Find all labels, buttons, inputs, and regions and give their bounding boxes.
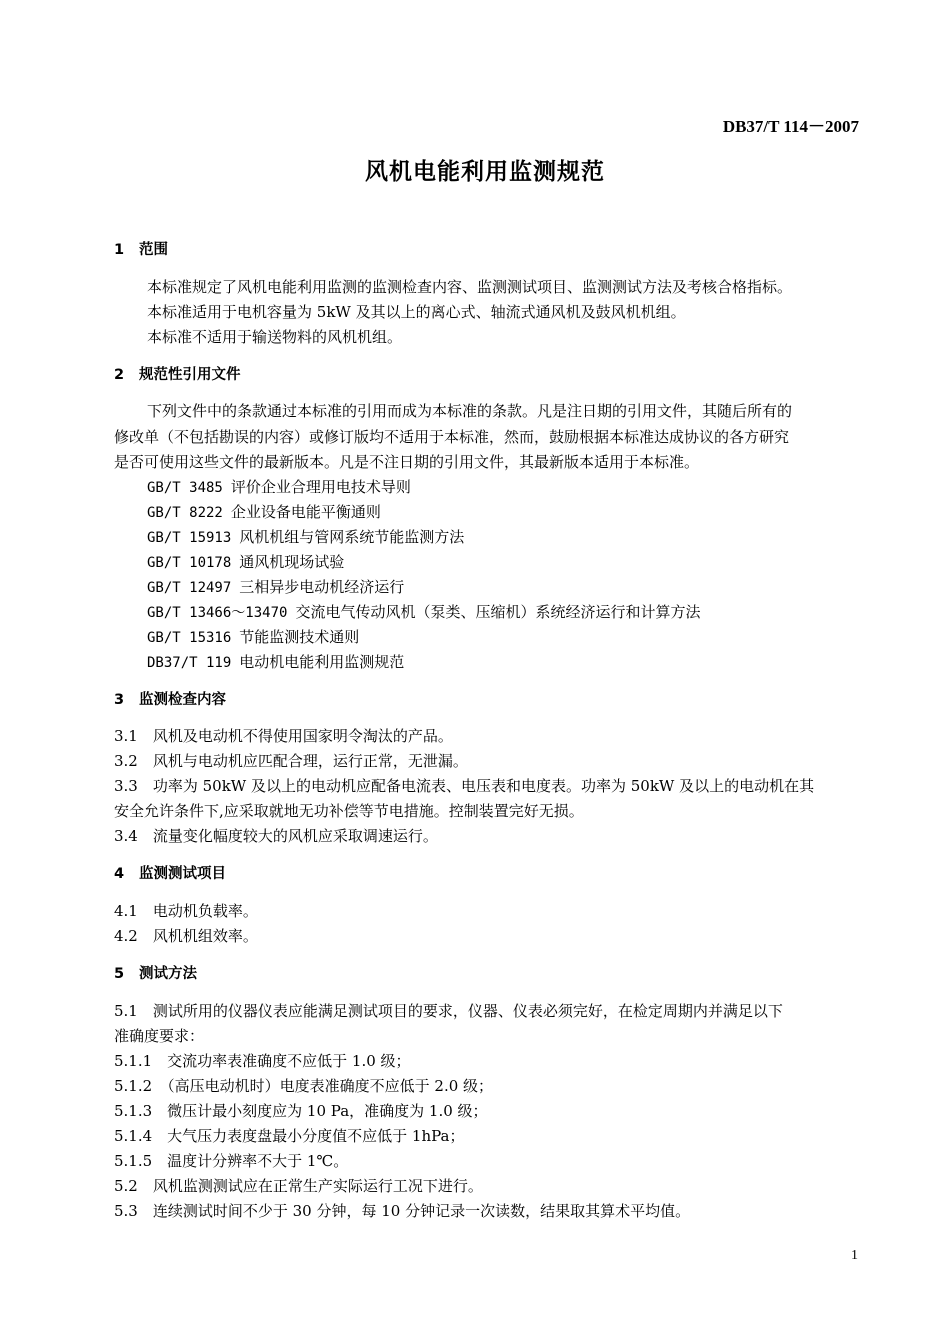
reference-item [147,527,464,548]
section-title: 范围 [139,242,168,258]
section-number: 4 [114,866,125,882]
section-number: 5 [114,966,125,982]
reference-title: 企业设备电能平衡通则 [230,503,381,521]
reference-code: GB/T 13466～13470 [147,605,288,621]
reference-title: 风机机组与管网系统节能监测方法 [239,528,465,546]
reference-item [147,577,404,598]
section-title: 测试方法 [139,966,197,982]
paragraph: 本标准不适用于输送物料的风机机组。 [147,328,403,346]
clause: 5.1 测试所用的仪器仪表应能满足测试项目的要求，仪器、仪表必须完好，在检定周期内并满足以下 [114,1002,783,1020]
reference-code: GB/T 8222 [147,505,223,521]
reference-item [147,502,381,523]
clause: 4.2 风机机组效率。 [114,927,258,945]
paragraph-line: 下列文件中的条款通过本标准的引用而成为本标准的条款。凡是注日期的引用文件，其随后所有的 [147,402,793,420]
paragraph-line: 修改单（不包括勘误的内容）或修订版均不适用于本标准，然而，鼓励根据本标准达成协议的各方研究 [114,428,790,446]
paragraph-line: 是否可使用这些文件的最新版本。凡是不注日期的引用文件，其最新版本适用于本标准。 [114,453,700,471]
reference-title: 节能监测技术通则 [239,628,360,646]
paragraph: 本标准规定了风机电能利用监测的监测检查内容、监测测试项目、监测测试方法及考核合格指标。 [147,278,793,296]
section-title: 监测测试项目 [139,866,226,882]
reference-title: 通风机现场试验 [239,553,345,571]
reference-item [147,602,700,623]
clause: 3.1 风机及电动机不得使用国家明令淘汰的产品。 [114,727,453,745]
clause: 5.1.2 （高压电动机时）电度表准确度不应低于 2.0 级； [114,1077,494,1095]
clause: 5.1.3 微压计最小刻度应为 10 Pa，准确度为 1.0 级； [114,1102,488,1120]
reference-title: 评价企业合理用电技术导则 [230,478,411,496]
reference-item [147,627,359,648]
clause: 准确度要求： [114,1027,205,1045]
paragraph: 本标准适用于电机容量为 5kW 及其以上的离心式、轴流式通风机及鼓风机机组。 [147,303,686,321]
clause: 安全允许条件下,应采取就地无功补偿等节电措施。控制装置完好无损。 [114,802,584,820]
clause: 4.1 电动机负载率。 [114,902,258,920]
section-4-heading [114,864,226,884]
page-number: 1 [851,1248,858,1263]
section-number: 3 [114,692,125,708]
reference-code: GB/T 3485 [147,480,223,496]
reference-code: GB/T 12497 [147,580,232,596]
section-number: 2 [114,367,125,383]
section-5-heading [114,964,197,984]
reference-title: 交流电气传动风机（泵类、压缩机）系统经济运行和计算方法 [295,603,701,621]
reference-title: 电动机电能利用监测规范 [239,653,405,671]
reference-code: GB/T 10178 [147,555,232,571]
clause: 3.4 流量变化幅度较大的风机应采取调速运行。 [114,827,438,845]
document-title: 风机电能利用监测规范 [365,159,605,185]
clause: 3.3 功率为 50kW 及以上的电动机应配备电流表、电压表和电度表。功率为 50kW 及以上的电动机在其 [114,777,815,795]
section-number: 1 [114,242,125,258]
standard-number: DB37/T 114－2007 [722,117,859,136]
clause: 5.3 连续测试时间不少于 30 分钟，每 10 分钟记录一次读数，结果取其算术平均值。 [114,1202,691,1220]
clause: 5.2 风机监测测试应在正常生产实际运行工况下进行。 [114,1177,483,1195]
reference-code: DB37/T 119 [147,655,232,671]
section-2-heading [114,365,241,385]
reference-code: GB/T 15316 [147,630,232,646]
reference-item [147,552,344,573]
section-title: 监测检查内容 [139,692,226,708]
reference-item [147,652,404,673]
clause: 5.1.5 温度计分辨率不大于 1℃。 [114,1152,349,1170]
section-3-heading [114,690,226,710]
clause: 5.1.1 交流功率表准确度不应低于 1.0 级； [114,1052,411,1070]
reference-code: GB/T 15913 [147,530,232,546]
reference-title: 三相异步电动机经济运行 [239,578,405,596]
reference-item [147,477,411,498]
clause: 5.1.4 大气压力表度盘最小分度值不应低于 1hPa； [114,1127,465,1145]
section-1-heading [114,240,168,260]
clause: 3.2 风机与电动机应匹配合理，运行正常，无泄漏。 [114,752,468,770]
section-title: 规范性引用文件 [139,367,241,383]
